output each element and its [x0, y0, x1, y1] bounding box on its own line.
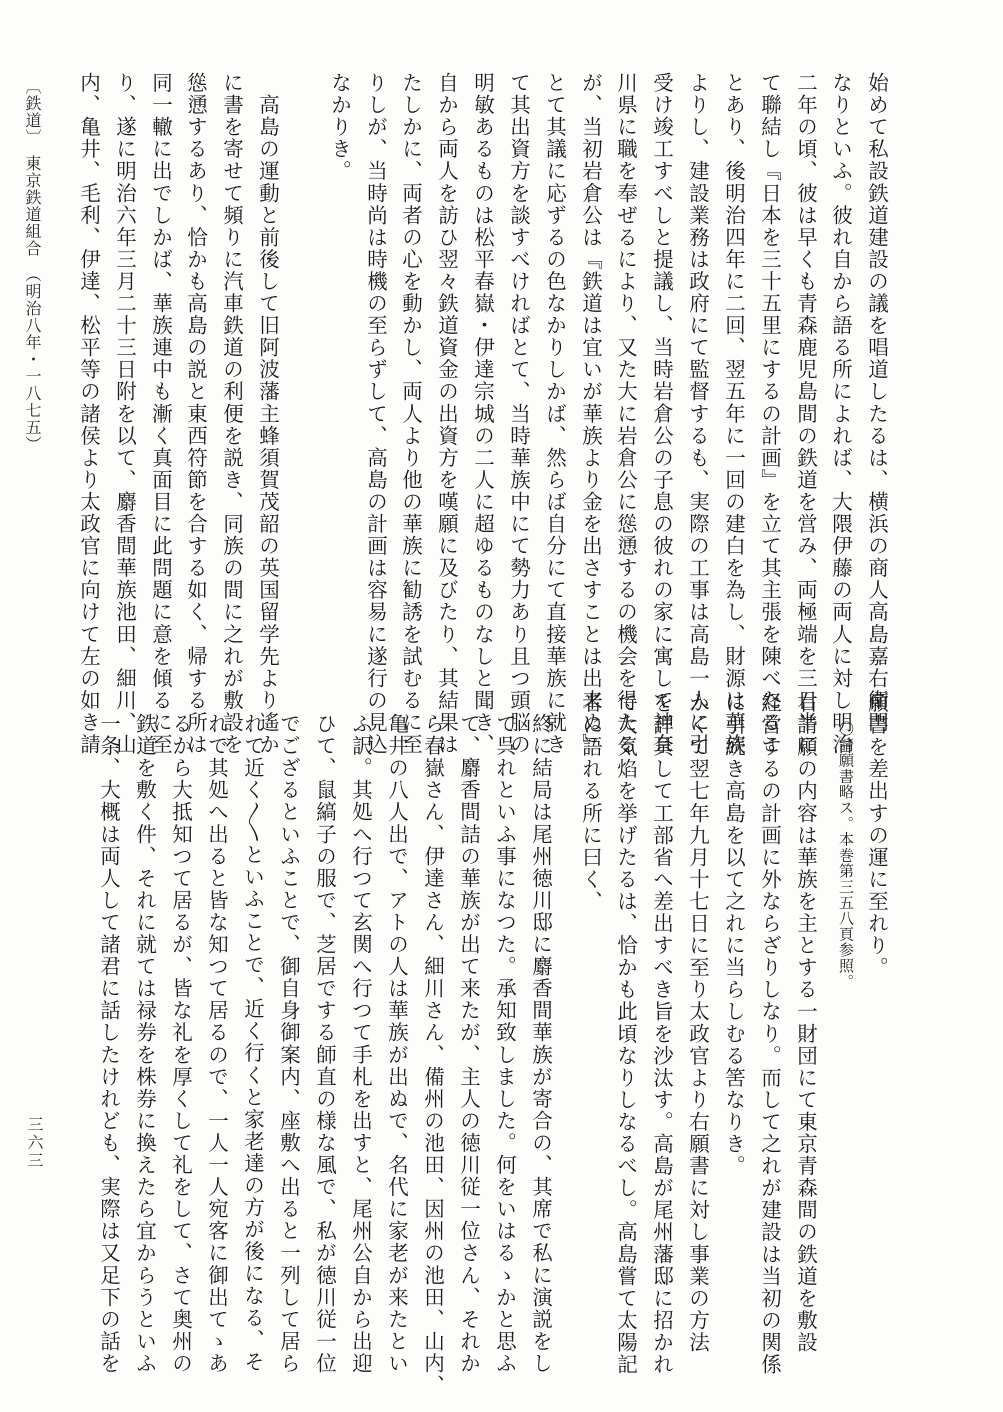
- quotation-column: 鉄道を敷く件、それに就ては禄券を株券に換えたら宜からうといふ: [132, 713, 157, 1375]
- quotation-column: て呉れといふ事になつた。承知致しました。何をいはるゝかと思ふ: [492, 713, 517, 1375]
- quotation-column: ら春嶽さん、伊達さん、細川さん、備州の池田、因州の池田、山内、: [420, 713, 445, 1397]
- text-column: 二年の頃、彼は早くも青森鹿児島間の鉄道を営み、両極端を三日半に: [793, 72, 818, 756]
- text-column: 高島の運動と前後して旧阿波藩主蜂須賀茂韶の英国留学先より遙か: [255, 72, 280, 756]
- quotation-column: ふ訳。其処へ行つて玄関へ行つて手札を出すと、尾州公自から出迎: [348, 713, 373, 1375]
- text-column: り、遂に明治六年三月二十三日附を以て、麝香間華族池田、細川、山: [112, 72, 137, 756]
- text-column: かくて翌七年九月十七日に至り太政官より右願書に対し事業の方法: [685, 692, 710, 1354]
- text-column: 自から両人を訪ひ翌々鉄道資金の出資方を嘆願に及びたり、其結果は: [434, 72, 459, 756]
- text-column: が、当初岩倉公は『鉄道は宜いが華族より金を出さすことは出来ぬ』: [578, 72, 603, 756]
- text-column: 願書を差出すの運に至れり。: [864, 692, 889, 979]
- text-column: 同一轍に出でしかば、華族連中も漸く真面目に此問題に意を傾るに至: [148, 72, 173, 756]
- text-column: 者に語れる所に曰く、: [578, 692, 603, 913]
- quotation-column: れて近く〳〵といふことで、近く行くと家老達の方が後になる、そ: [240, 713, 265, 1373]
- text-column: たしかに、両者の心を動かし、両人より他の華族に勧誘を試むるに至: [398, 72, 423, 756]
- quotation-column: れで其処へ出ると皆な知つて居るので、一人一人宛客に御出てゝあ: [204, 713, 229, 1375]
- text-column: とあり、後明治四年に二回、翌五年に一回の建白を為し、財源は華族: [721, 72, 746, 756]
- text-column: を詳具して工部省へ差出すべき旨を沙汰す。高島が尾州藩邸に招かれ: [649, 692, 674, 1376]
- quotation-column: るから大抵知つて居るが、皆な礼を厚くして礼をして、さて奥州の: [168, 713, 193, 1375]
- text-column: 明敏あるものは松平春嶽・伊達宗城の二人に超ゆるものなしと聞き、: [470, 72, 495, 756]
- text-column: て大気焰を挙げたるは、恰かも此頃なりしなるべし。高島嘗て太陽記: [613, 692, 638, 1376]
- text-column: 始めて私設鉄道建設の議を唱道したるは、横浜の商人高島嘉右衛門: [864, 72, 889, 734]
- text-column: 右請願の内容は華族を主とする一財団にて東京青森間の鉄道を敷設: [793, 692, 818, 1354]
- quotation-column: ひて、鼠縞子の服で、芝居でする師直の様な風で、私が徳川従一位: [312, 713, 337, 1375]
- quotation-column: 一条、大概は両人して諸君に話したけれども、実際は又足下の話を: [96, 713, 121, 1375]
- text-column: とて其議に応ずるの色なかりしかば、然らば自分にて直接華族に就き: [542, 72, 567, 756]
- text-column: に引続き高島を以て之れに当らしむる筈なりき。: [721, 692, 746, 1178]
- quotation-column: 終に結局は尾州徳川邸に麝香間華族が寄合の、其席で私に演説をし: [528, 713, 553, 1375]
- text-column: 受け竣工すべしと提議し、当時岩倉公の子息の彼れの家に寓して神奈: [649, 72, 674, 756]
- text-column: 川県に職を奉ぜるにより、又た大に岩倉公に慫慂するの機会を得たる: [613, 72, 638, 756]
- text-column: 内、亀井、毛利、伊達、松平等の諸侯より太政官に向けて左の如き請: [76, 72, 101, 756]
- text-column: 慫慂するあり、恰かも高島の説と東西符節を合する如く、帰する所は: [183, 72, 208, 756]
- quotation-column: でござるといふことで、御自身御案内、座敷へ出ると一列して居ら: [276, 713, 301, 1375]
- text-column: よりし、建設業務は政府にて監督するも、実際の工事は高島一人に引: [685, 72, 710, 756]
- running-header: 〔鉄道〕 東京鉄道組合 （明治八年・一八七五）: [23, 78, 42, 453]
- quotation-column: 亀井の八人出で、アトの人は華族が出ぬで、名代に家老が来たとい: [384, 713, 409, 1375]
- text-column: なりといふ。彼れ自から語る所によれば、大隈伊藤の両人に対し明治: [828, 72, 853, 756]
- text-column: 経営するの計画に外ならざりしなり。而して之れが建設は当初の関係: [757, 692, 782, 1376]
- text-column: なかりき。: [327, 72, 352, 183]
- quotation-column: て、麝香間詰の華族が出て来たが、主人の徳川従一位さん、それか: [456, 713, 481, 1375]
- text-column: て聯結し『日本を三十五里にするの計画』を立て其主張を陳べたるこ: [757, 72, 782, 756]
- page-number: 三六三: [25, 1116, 44, 1170]
- text-column: りしが、当時尚は時機の至らずして、高島の計画は容易に遂行の見込: [363, 72, 388, 756]
- editorial-note: 〇請願書略ス。本巻第三五八頁参照。: [837, 705, 855, 990]
- text-column: に書を寄せて頻りに汽車鉄道の利便を説き、同族の間に之れが敷設を: [219, 72, 244, 756]
- text-column: て其出資方を談すべければとて、当時華族中にて勢力あり且つ頭脳の: [506, 72, 531, 756]
